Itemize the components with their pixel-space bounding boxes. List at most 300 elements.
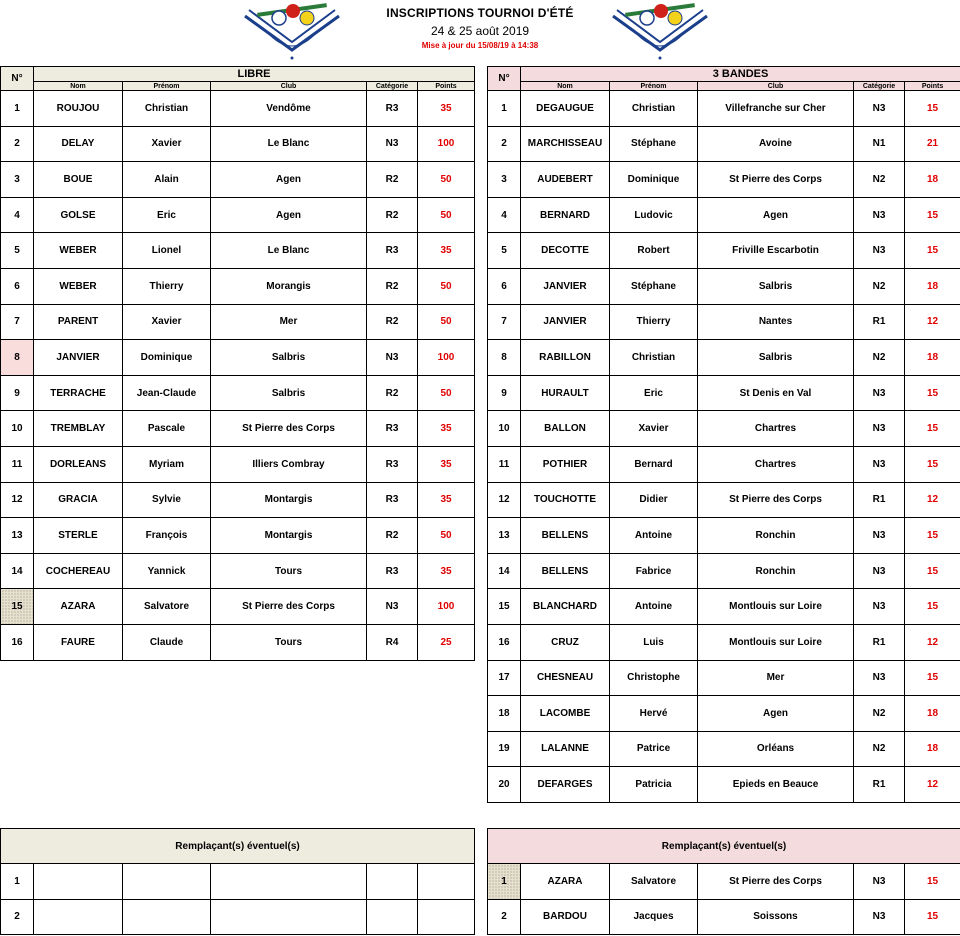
nom-cell: DECOTTE: [521, 233, 610, 269]
nom-cell: DEFARGES: [521, 767, 610, 803]
categorie-cell: N3: [854, 660, 905, 696]
points-cell: 15: [905, 518, 960, 554]
points-cell: 12: [905, 482, 960, 518]
table-row: [488, 864, 960, 900]
club-cell: St Pierre des Corps: [698, 864, 854, 900]
points-cell: 18: [905, 162, 960, 198]
prenom-cell: Hervé: [610, 696, 698, 732]
points-cell: 35: [418, 91, 475, 127]
prenom-cell: Christian: [610, 340, 698, 376]
club-cell: Salbris: [698, 268, 854, 304]
prenom-cell: Salvatore: [123, 589, 211, 625]
libre-section-title: LIBRE: [34, 67, 475, 82]
club-cell: Epieds en Beauce: [698, 767, 854, 803]
nom-cell: DELAY: [34, 126, 123, 162]
club-cell: Montlouis sur Loire: [698, 589, 854, 625]
row-number: 19: [488, 731, 521, 767]
categorie-cell: R1: [854, 482, 905, 518]
club-cell: Vendôme: [211, 91, 367, 127]
table-row: [1, 162, 475, 198]
nom-cell: DORLEANS: [34, 446, 123, 482]
categorie-cell: R1: [854, 767, 905, 803]
points-cell: [418, 899, 475, 935]
table-row: [1, 589, 475, 625]
categorie-cell: R2: [367, 162, 418, 198]
nom-cell: BARDOU: [521, 899, 610, 935]
club-cell: Soissons: [698, 899, 854, 935]
row-number: 2: [488, 126, 521, 162]
nom-cell: AZARA: [34, 589, 123, 625]
table-row: [1, 340, 475, 376]
row-number: 4: [488, 197, 521, 233]
number-header: N°: [1, 67, 34, 91]
points-cell: 100: [418, 340, 475, 376]
club-cell: Avoine: [698, 126, 854, 162]
club-cell: Nantes: [698, 304, 854, 340]
prenom-cell: Christophe: [610, 660, 698, 696]
points-cell: 15: [905, 411, 960, 447]
table-row: [488, 197, 960, 233]
club-cell: Le Blanc: [211, 233, 367, 269]
nom-cell: MARCHISSEAU: [521, 126, 610, 162]
table-row: [488, 589, 960, 625]
categorie-cell: N3: [367, 340, 418, 376]
column-header-categorie: Catégorie: [854, 82, 905, 91]
table-row: [488, 696, 960, 732]
table-row: [488, 304, 960, 340]
billiard-academy-logo-icon: [237, 2, 347, 62]
row-number: 1: [1, 864, 34, 900]
table-row: [1, 91, 475, 127]
update-timestamp: Mise à jour du 15/08/19 à 14:38: [421, 41, 539, 50]
table-row: [488, 624, 960, 660]
categorie-cell: R1: [854, 624, 905, 660]
table-row: [488, 233, 960, 269]
libre-replacements-title: Remplaçant(s) éventuel(s): [1, 829, 475, 864]
row-number: 17: [488, 660, 521, 696]
row-number: 2: [1, 126, 34, 162]
nom-cell: JANVIER: [521, 268, 610, 304]
nom-cell: LALANNE: [521, 731, 610, 767]
column-header-club: Club: [698, 82, 854, 91]
row-number: 10: [488, 411, 521, 447]
club-cell: Chartres: [698, 411, 854, 447]
nom-cell: BELLENS: [521, 553, 610, 589]
libre-replacements-table: [0, 828, 475, 935]
row-number: 11: [488, 446, 521, 482]
prenom-cell: Sylvie: [123, 482, 211, 518]
points-cell: 35: [418, 233, 475, 269]
prenom-cell: Eric: [610, 375, 698, 411]
club-cell: Chartres: [698, 446, 854, 482]
bandes-section-title: 3 BANDES: [521, 67, 960, 82]
prenom-cell: Luis: [610, 624, 698, 660]
points-cell: 50: [418, 162, 475, 198]
prenom-cell: Christian: [610, 91, 698, 127]
nom-cell: BERNARD: [521, 197, 610, 233]
categorie-cell: N3: [854, 375, 905, 411]
row-number: 2: [488, 899, 521, 935]
column-header-categorie: Catégorie: [367, 82, 418, 91]
points-cell: 15: [905, 589, 960, 625]
points-cell: 15: [905, 91, 960, 127]
prenom-cell: Thierry: [123, 268, 211, 304]
tournament-dates: 24 & 25 août 2019: [430, 24, 530, 38]
points-cell: 50: [418, 304, 475, 340]
prenom-cell: Claude: [123, 624, 211, 660]
nom-cell: AUDEBERT: [521, 162, 610, 198]
club-cell: Villefranche sur Cher: [698, 91, 854, 127]
club-cell: St Pierre des Corps: [698, 162, 854, 198]
billiard-academy-logo-icon: [605, 2, 715, 62]
categorie-cell: R3: [367, 482, 418, 518]
table-row: [488, 375, 960, 411]
categorie-cell: N3: [854, 864, 905, 900]
club-cell: Ronchin: [698, 553, 854, 589]
points-cell: 35: [418, 411, 475, 447]
points-cell: 25: [418, 624, 475, 660]
club-cell: Montargis: [211, 482, 367, 518]
categorie-cell: N3: [854, 553, 905, 589]
categorie-cell: R2: [367, 518, 418, 554]
table-row: [1, 624, 475, 660]
column-header-prenom: Prénom: [123, 82, 211, 91]
prenom-cell: Alain: [123, 162, 211, 198]
row-number: 1: [488, 864, 521, 900]
table-row: [488, 660, 960, 696]
nom-cell: CHESNEAU: [521, 660, 610, 696]
prenom-cell: Xavier: [610, 411, 698, 447]
prenom-cell: Ludovic: [610, 197, 698, 233]
categorie-cell: R2: [367, 268, 418, 304]
table-row: [488, 553, 960, 589]
table-row: [488, 268, 960, 304]
club-cell: Agen: [698, 197, 854, 233]
points-cell: [418, 864, 475, 900]
table-row: [488, 899, 960, 935]
club-cell: Ronchin: [698, 518, 854, 554]
nom-cell: FAURE: [34, 624, 123, 660]
points-cell: 15: [905, 197, 960, 233]
nom-cell: AZARA: [521, 864, 610, 900]
title-block: [360, 6, 600, 50]
table-row: [1, 126, 475, 162]
row-number: 6: [1, 268, 34, 304]
table-row: [1, 233, 475, 269]
prenom-cell: Dominique: [610, 162, 698, 198]
row-number: 16: [1, 624, 34, 660]
categorie-cell: R2: [367, 375, 418, 411]
row-number: 11: [1, 446, 34, 482]
prenom-cell: Jean-Claude: [123, 375, 211, 411]
prenom-cell: [123, 899, 211, 935]
column-header-nom: Nom: [34, 82, 123, 91]
table-row: [1, 482, 475, 518]
row-number: 9: [1, 375, 34, 411]
column-header-nom: Nom: [521, 82, 610, 91]
points-cell: 100: [418, 126, 475, 162]
nom-cell: ROUJOU: [34, 91, 123, 127]
table-row: [488, 482, 960, 518]
nom-cell: BALLON: [521, 411, 610, 447]
club-cell: Montlouis sur Loire: [698, 624, 854, 660]
prenom-cell: Stéphane: [610, 268, 698, 304]
bandes-replacements-table: [487, 828, 960, 935]
club-cell: Mer: [698, 660, 854, 696]
nom-cell: BOUE: [34, 162, 123, 198]
categorie-cell: N2: [854, 268, 905, 304]
points-cell: 15: [905, 375, 960, 411]
row-number: 15: [1, 589, 34, 625]
nom-cell: GOLSE: [34, 197, 123, 233]
row-number: 12: [1, 482, 34, 518]
nom-cell: RABILLON: [521, 340, 610, 376]
club-cell: Montargis: [211, 518, 367, 554]
categorie-cell: R1: [854, 304, 905, 340]
points-cell: 15: [905, 233, 960, 269]
nom-cell: [34, 864, 123, 900]
nom-cell: JANVIER: [521, 304, 610, 340]
nom-cell: HURAULT: [521, 375, 610, 411]
prenom-cell: François: [123, 518, 211, 554]
categorie-cell: N2: [854, 696, 905, 732]
number-header: N°: [488, 67, 521, 91]
prenom-cell: Dominique: [123, 340, 211, 376]
row-number: 3: [1, 162, 34, 198]
categorie-cell: [367, 864, 418, 900]
page-title: INSCRIPTIONS TOURNOI D'ÉTÉ: [386, 6, 574, 20]
points-cell: 35: [418, 482, 475, 518]
points-cell: 21: [905, 126, 960, 162]
table-row: [488, 731, 960, 767]
categorie-cell: R2: [367, 197, 418, 233]
row-number: 8: [1, 340, 34, 376]
club-cell: Orléans: [698, 731, 854, 767]
prenom-cell: Antoine: [610, 589, 698, 625]
row-number: 1: [488, 91, 521, 127]
row-number: 13: [488, 518, 521, 554]
prenom-cell: Didier: [610, 482, 698, 518]
club-cell: Morangis: [211, 268, 367, 304]
categorie-cell: [367, 899, 418, 935]
nom-cell: POTHIER: [521, 446, 610, 482]
nom-cell: TREMBLAY: [34, 411, 123, 447]
categorie-cell: R3: [367, 446, 418, 482]
table-row: [488, 162, 960, 198]
table-row: [1, 375, 475, 411]
row-number: 7: [1, 304, 34, 340]
prenom-cell: Fabrice: [610, 553, 698, 589]
nom-cell: [34, 899, 123, 935]
club-cell: Tours: [211, 624, 367, 660]
prenom-cell: Lionel: [123, 233, 211, 269]
categorie-cell: R3: [367, 411, 418, 447]
prenom-cell: Thierry: [610, 304, 698, 340]
nom-cell: LACOMBE: [521, 696, 610, 732]
row-number: 5: [1, 233, 34, 269]
categorie-cell: N3: [854, 589, 905, 625]
club-cell: [211, 899, 367, 935]
row-number: 13: [1, 518, 34, 554]
categorie-cell: N3: [854, 233, 905, 269]
categorie-cell: N3: [854, 91, 905, 127]
nom-cell: COCHEREAU: [34, 553, 123, 589]
page-header: [0, 0, 960, 64]
categorie-cell: R2: [367, 304, 418, 340]
prenom-cell: Bernard: [610, 446, 698, 482]
nom-cell: TOUCHOTTE: [521, 482, 610, 518]
table-row: [1, 197, 475, 233]
points-cell: 12: [905, 304, 960, 340]
club-cell: Salbris: [698, 340, 854, 376]
row-number: 12: [488, 482, 521, 518]
club-cell: St Pierre des Corps: [698, 482, 854, 518]
categorie-cell: N3: [854, 518, 905, 554]
nom-cell: DEGAUGUE: [521, 91, 610, 127]
categorie-cell: R3: [367, 91, 418, 127]
points-cell: 15: [905, 864, 960, 900]
points-cell: 50: [418, 268, 475, 304]
row-number: 14: [1, 553, 34, 589]
points-cell: 15: [905, 446, 960, 482]
club-cell: Illiers Combray: [211, 446, 367, 482]
prenom-cell: Yannick: [123, 553, 211, 589]
bandes-table: [487, 66, 960, 803]
points-cell: 18: [905, 340, 960, 376]
table-row: [488, 91, 960, 127]
categorie-cell: N3: [854, 446, 905, 482]
row-number: 14: [488, 553, 521, 589]
row-number: 1: [1, 91, 34, 127]
prenom-cell: Patrice: [610, 731, 698, 767]
club-cell: St Denis en Val: [698, 375, 854, 411]
nom-cell: TERRACHE: [34, 375, 123, 411]
prenom-cell: Myriam: [123, 446, 211, 482]
row-number: 8: [488, 340, 521, 376]
row-number: 16: [488, 624, 521, 660]
points-cell: 15: [905, 553, 960, 589]
nom-cell: BLANCHARD: [521, 589, 610, 625]
prenom-cell: Robert: [610, 233, 698, 269]
points-cell: 18: [905, 268, 960, 304]
row-number: 20: [488, 767, 521, 803]
libre-table: [0, 66, 475, 661]
prenom-cell: Jacques: [610, 899, 698, 935]
points-cell: 50: [418, 375, 475, 411]
categorie-cell: R4: [367, 624, 418, 660]
points-cell: 50: [418, 197, 475, 233]
points-cell: 35: [418, 446, 475, 482]
nom-cell: STERLE: [34, 518, 123, 554]
categorie-cell: N3: [367, 589, 418, 625]
prenom-cell: Salvatore: [610, 864, 698, 900]
points-cell: 15: [905, 660, 960, 696]
club-cell: Salbris: [211, 375, 367, 411]
column-header-points: Points: [418, 82, 475, 91]
nom-cell: JANVIER: [34, 340, 123, 376]
row-number: 2: [1, 899, 34, 935]
column-header-prenom: Prénom: [610, 82, 698, 91]
table-row: [1, 864, 475, 900]
points-cell: 12: [905, 624, 960, 660]
points-cell: 35: [418, 553, 475, 589]
categorie-cell: N3: [854, 411, 905, 447]
table-row: [488, 340, 960, 376]
table-row: [1, 518, 475, 554]
nom-cell: WEBER: [34, 233, 123, 269]
nom-cell: WEBER: [34, 268, 123, 304]
table-row: [488, 518, 960, 554]
club-cell: Mer: [211, 304, 367, 340]
row-number: 6: [488, 268, 521, 304]
points-cell: 12: [905, 767, 960, 803]
points-cell: 18: [905, 731, 960, 767]
row-number: 9: [488, 375, 521, 411]
prenom-cell: Christian: [123, 91, 211, 127]
row-number: 10: [1, 411, 34, 447]
points-cell: 50: [418, 518, 475, 554]
table-row: [1, 304, 475, 340]
club-cell: Le Blanc: [211, 126, 367, 162]
categorie-cell: R3: [367, 233, 418, 269]
bandes-replacements-title: Remplaçant(s) éventuel(s): [488, 829, 960, 864]
prenom-cell: Patricia: [610, 767, 698, 803]
table-row: [488, 767, 960, 803]
nom-cell: CRUZ: [521, 624, 610, 660]
table-row: [488, 446, 960, 482]
prenom-cell: Xavier: [123, 304, 211, 340]
nom-cell: PARENT: [34, 304, 123, 340]
club-cell: Agen: [211, 162, 367, 198]
club-cell: [211, 864, 367, 900]
prenom-cell: [123, 864, 211, 900]
points-cell: 18: [905, 696, 960, 732]
points-cell: 100: [418, 589, 475, 625]
nom-cell: BELLENS: [521, 518, 610, 554]
nom-cell: GRACIA: [34, 482, 123, 518]
prenom-cell: Xavier: [123, 126, 211, 162]
prenom-cell: Eric: [123, 197, 211, 233]
column-header-club: Club: [211, 82, 367, 91]
row-number: 3: [488, 162, 521, 198]
categorie-cell: N3: [854, 899, 905, 935]
prenom-cell: Stéphane: [610, 126, 698, 162]
prenom-cell: Pascale: [123, 411, 211, 447]
table-row: [1, 268, 475, 304]
column-header-points: Points: [905, 82, 960, 91]
row-number: 5: [488, 233, 521, 269]
table-row: [1, 553, 475, 589]
club-cell: Tours: [211, 553, 367, 589]
categorie-cell: N2: [854, 340, 905, 376]
club-cell: Friville Escarbotin: [698, 233, 854, 269]
categorie-cell: N2: [854, 162, 905, 198]
row-number: 15: [488, 589, 521, 625]
table-row: [1, 446, 475, 482]
club-cell: Agen: [211, 197, 367, 233]
table-row: [488, 411, 960, 447]
club-cell: Agen: [698, 696, 854, 732]
categorie-cell: N1: [854, 126, 905, 162]
row-number: 7: [488, 304, 521, 340]
table-row: [1, 899, 475, 935]
categorie-cell: R3: [367, 553, 418, 589]
club-cell: Salbris: [211, 340, 367, 376]
row-number: 4: [1, 197, 34, 233]
points-cell: 15: [905, 899, 960, 935]
club-cell: St Pierre des Corps: [211, 411, 367, 447]
row-number: 18: [488, 696, 521, 732]
